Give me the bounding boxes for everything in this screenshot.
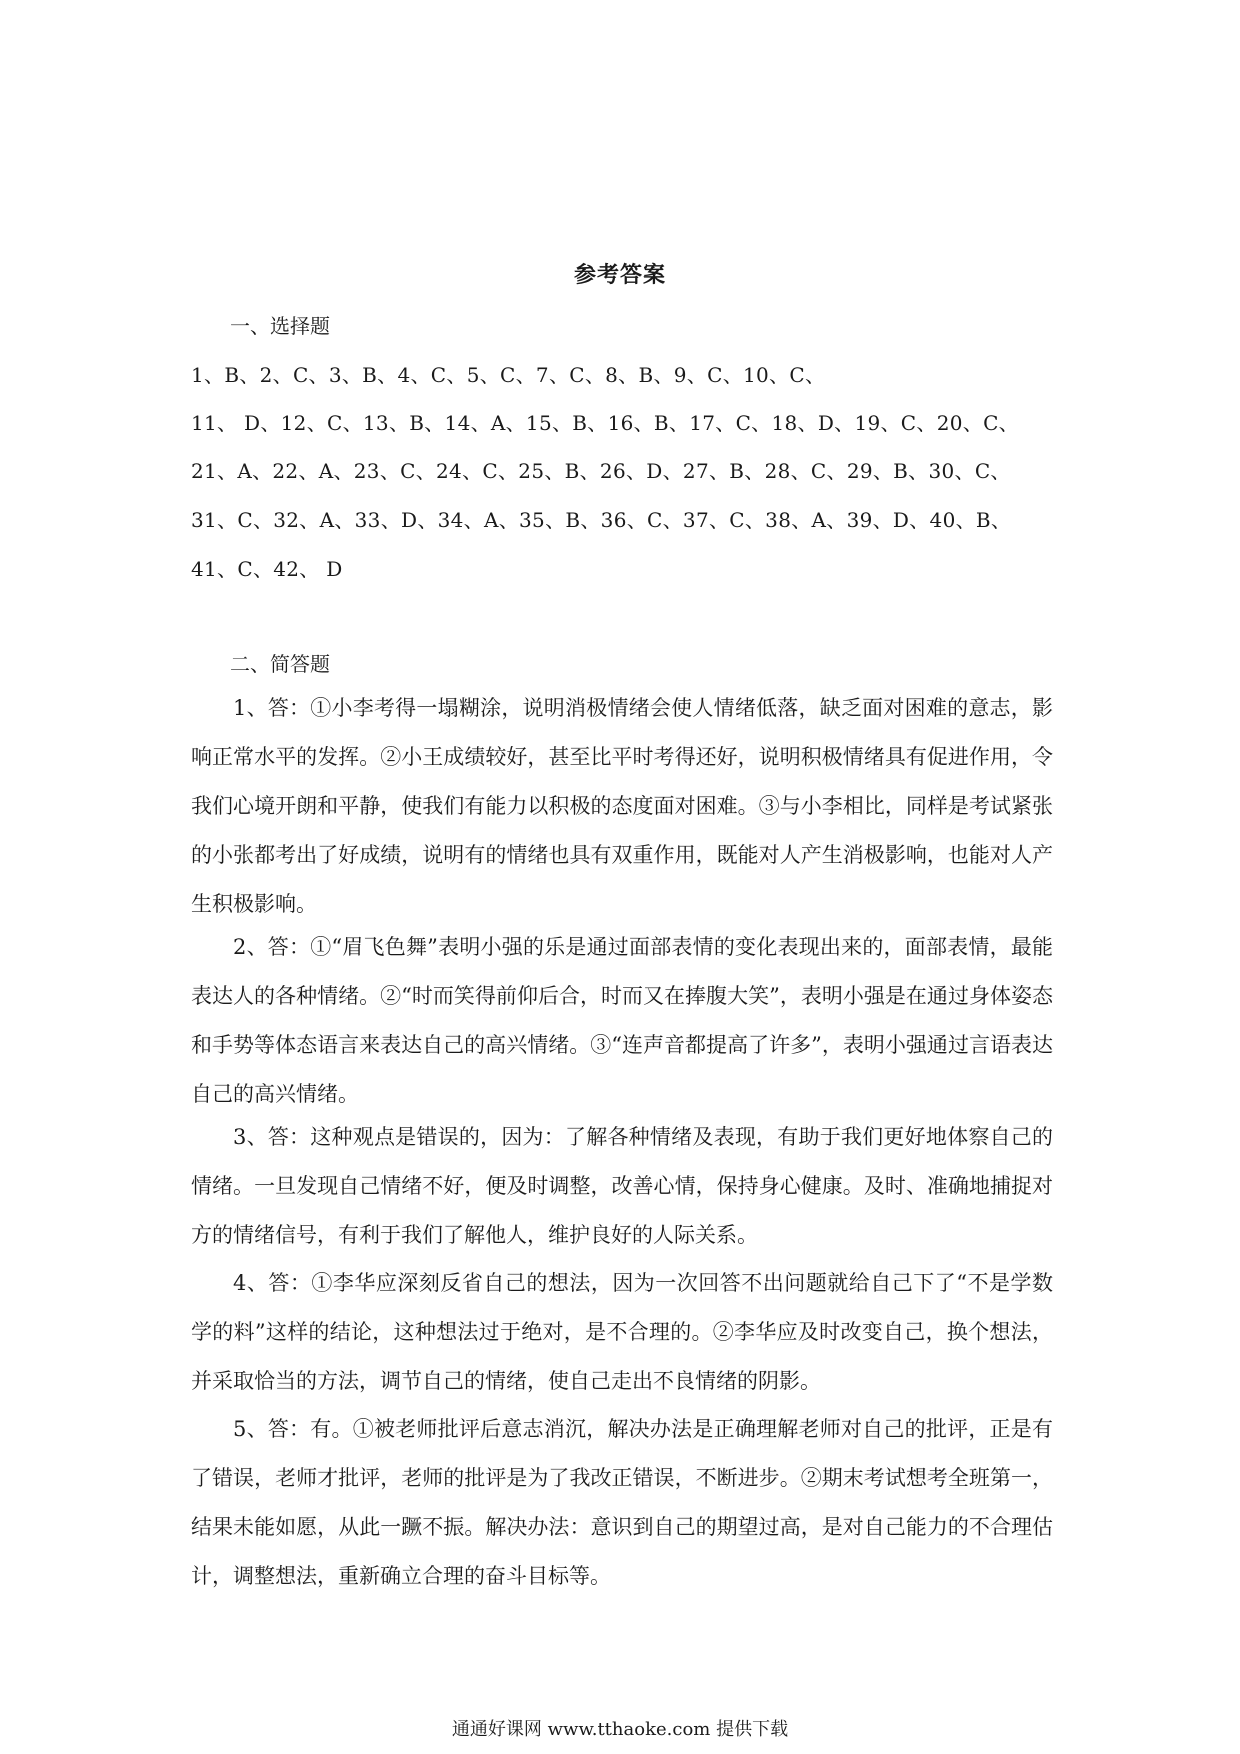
- page-title: 参考答案: [573, 262, 666, 288]
- choice-answers-line-3: 21、A、22、A、23、C、24、C、25、B、26、D、27、B、28、C、29、B、30、C、: [191, 459, 1011, 483]
- short-answer-3: 3、答：这种观点是错误的，因为：了解各种情绪及表现，有助于我们更好地体察自己的情绪。一旦发现自己情绪不好，便及时调整，改善心情，保持身心健康。及时、准确地捕捉对方的情绪信号，有利于我们了解他人，维护良好的人际关系。: [191, 1125, 1053, 1247]
- section-heading-short-answer: 二、简答题: [230, 652, 330, 676]
- section-heading-choice: 一、选择题: [230, 314, 330, 338]
- page-footer: 通通好课网 www.tthaoke.com 提供下载: [451, 1719, 789, 1740]
- short-answer-5: 5、答：有。①被老师批评后意志消沉，解决办法是正确理解老师对自己的批评，正是有了错误，老师才批评，老师的批评是为了我改正错误，不断进步。②期末考试想考全班第一，结果未能如愿，从此一蹶不振。解决办法：意识到自己的期望过高，是对自己能力的不合理估计，调整想法，重新确立合理的奋斗目标等。: [191, 1417, 1053, 1588]
- short-answer-2: 2、答：①“眉飞色舞”表明小强的乐是通过面部表情的变化表现出来的，面部表情，最能表达人的各种情绪。②“时而笑得前仰后合，时而又在捧腹大笑”，表明小强是在通过身体姿态和手势等体态语言来表达自己的高兴情绪。③“连声音都提高了许多”，表明小强通过言语表达自己的高兴情绪。: [191, 935, 1053, 1106]
- choice-answers-line-2: 11、 D、12、C、13、B、14、A、15、B、16、B、17、C、18、D、19、C、20、C、: [191, 411, 1019, 435]
- choice-answers-line-1: 1、B、2、C、3、B、4、C、5、C、7、C、8、B、9、C、10、C、: [191, 363, 826, 387]
- short-answer-1: 1、答：①小李考得一塌糊涂，说明消极情绪会使人情绪低落，缺乏面对困难的意志，影响正常水平的发挥。②小王成绩较好，甚至比平时考得还好，说明积极情绪具有促进作用，令我们心境开朗和平静，使我们有能力以积极的态度面对困难。③与小李相比，同样是考试紧张的小张都考出了好成绩，说明有的情绪也具有双重作用，既能对人产生消极影响，也能对人产生积极影响。: [191, 696, 1053, 916]
- choice-answers-line-5: 41、C、42、 D: [191, 557, 343, 581]
- choice-answers-line-4: 31、C、32、A、33、D、34、A、35、B、36、C、37、C、38、A、39、D、40、B、: [191, 508, 1012, 532]
- short-answer-4: 4、答：①李华应深刻反省自己的想法，因为一次回答不出问题就给自己下了“不是学数学的料”这样的结论，这种想法过于绝对，是不合理的。②李华应及时改变自己，换个想法，并采取恰当的方法，调节自己的情绪，使自己走出不良情绪的阴影。: [191, 1271, 1053, 1393]
